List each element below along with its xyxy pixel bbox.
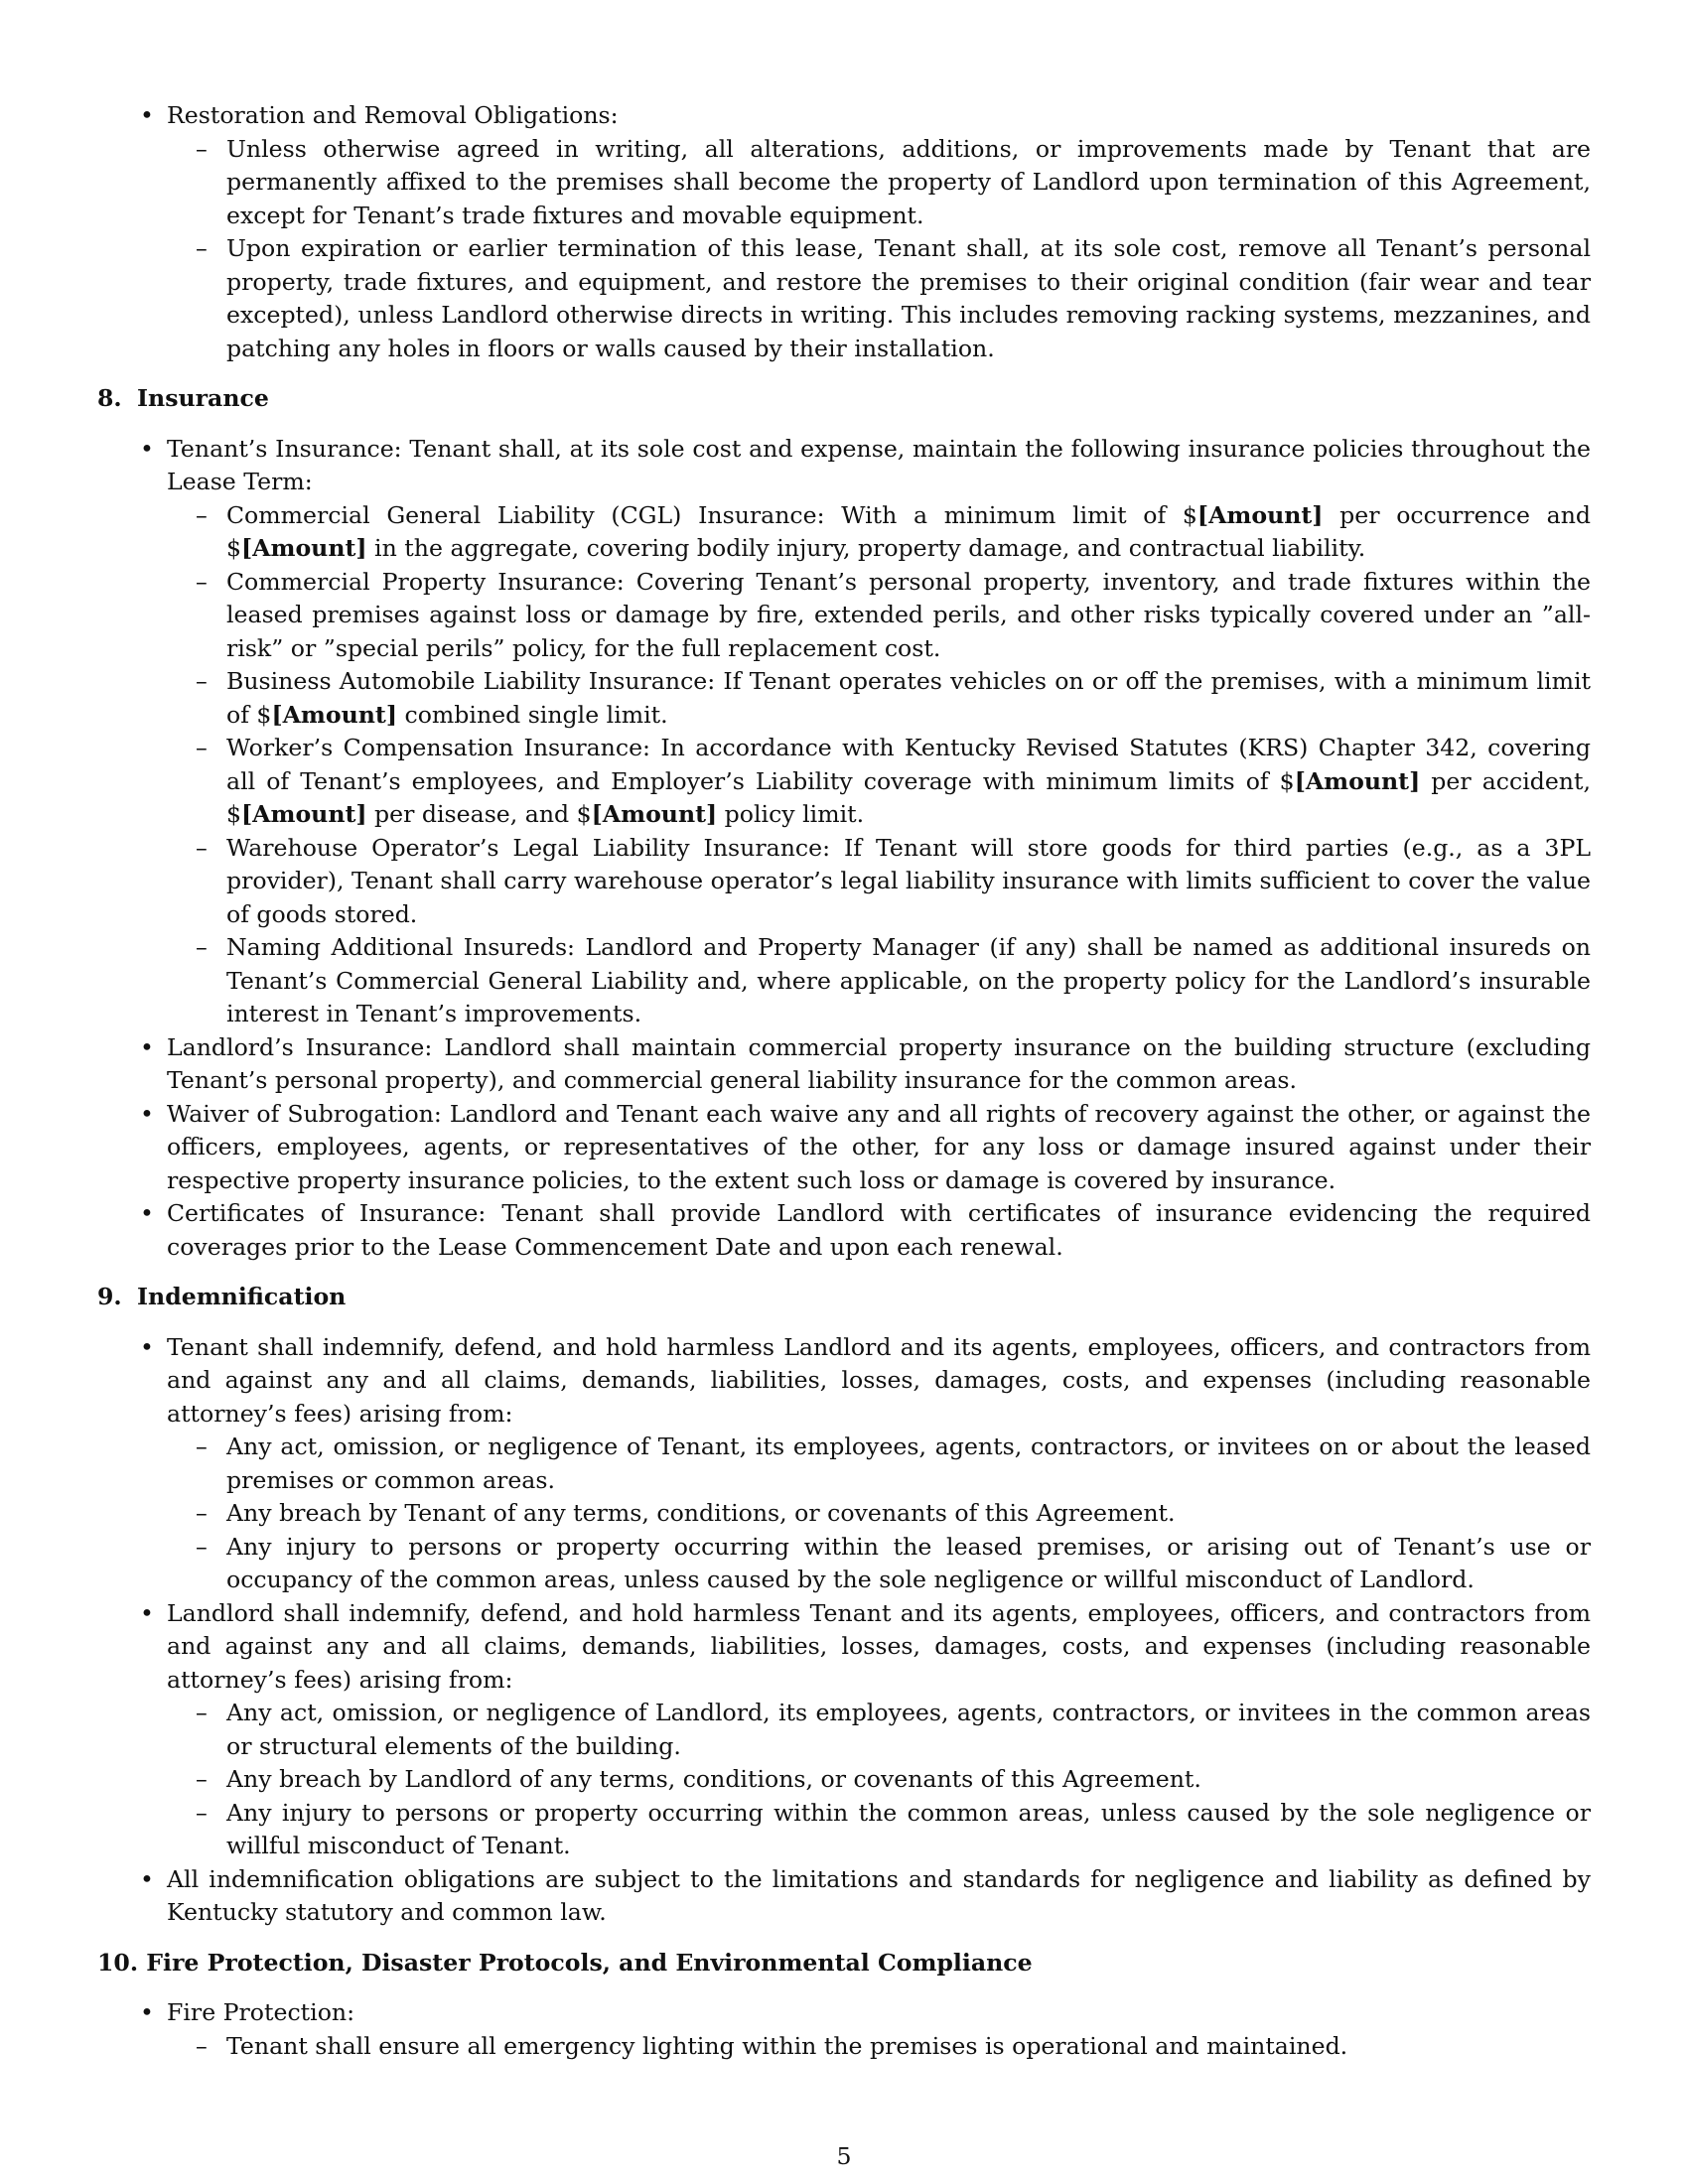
- indemnification-list: [97, 1331, 1591, 1930]
- fire-protection-sublist: [167, 2030, 1591, 2064]
- list-item: [140, 1098, 1591, 1198]
- list-item: [140, 1031, 1591, 1098]
- landlord-indemnity-item: Any act, omission, or negligence of Landlord, its employees, agents, contractors, or invitees in the common areas or structural elements of the building.: [226, 1699, 1591, 1760]
- landlord-indemnity-item: Any injury to persons or property occurring within the common areas, unless caused by the sole negligence or willful misconduct of Tenant.: [226, 1798, 1591, 1859]
- list-item: [140, 99, 1591, 365]
- page-content: [97, 99, 1591, 2063]
- auto-insurance-text: combined single limit.: [397, 700, 668, 729]
- landlord-indemnity-item: Any breach by Landlord of any terms, conditions, or covenants of this Agreement.: [226, 1765, 1201, 1793]
- section-heading-fire-protection: [97, 1947, 1591, 1980]
- workers-comp-text: Worker’s Compensation Insurance: In accordance with Kentucky Revised Statutes (KRS) Chapter 342, covering all of Tenant’s employees, and Employer’s Liability coverage with minimum limits of $: [226, 734, 1591, 795]
- section-number: 10.: [97, 1948, 139, 1977]
- list-item: [196, 931, 1591, 1031]
- restoration-label: Restoration and Removal Obligations:: [167, 101, 619, 129]
- list-item: [196, 1763, 1591, 1797]
- list-item: [196, 2030, 1591, 2064]
- waiver-text: Waiver of Subrogation: Landlord and Tenant each waive any and all rights of recovery against the other, or against the officers, employees, agents, or representatives of the other, for any loss or damage insured against under their respective property insurance policies, to the extent such loss or damage is covered by insurance.: [167, 1099, 1591, 1194]
- bullet-marker: •: [140, 1032, 154, 1061]
- cgl-text: in the aggregate, covering bodily injury, property damage, and contractual liability.: [366, 534, 1366, 562]
- workers-comp-text: policy limit.: [717, 800, 865, 828]
- list-item: [140, 1996, 1591, 2063]
- dash-marker: –: [196, 567, 208, 596]
- list-item: [140, 433, 1591, 1031]
- dash-marker: –: [196, 234, 208, 262]
- list-item: [196, 832, 1591, 932]
- list-item: [196, 1697, 1591, 1763]
- landlord-insurance-text: Landlord’s Insurance: Landlord shall maintain commercial property insurance on the building structure (excluding Tenant’s personal property), and commercial general liability insurance for the common areas.: [167, 1032, 1591, 1094]
- list-item: [196, 499, 1591, 566]
- dash-marker: –: [196, 734, 208, 761]
- list-item: [196, 1797, 1591, 1863]
- additional-insureds-text: Naming Additional Insureds: Landlord and Property Manager (if any) shall be named as additional insureds on Tenant’s Commercial General Liability and, where applicable, on the property policy for the Landlord’s insurable interest in Tenant’s improvements.: [226, 933, 1591, 1027]
- fire-protection-list: [97, 1996, 1591, 2063]
- property-insurance-text: Commercial Property Insurance: Covering Tenant’s personal property, inventory, and trade fixtures within the leased premises against loss or damage by fire, extended perils, and other risks typically covered under an ”all-risk” or ”special perils” policy, for the full replacement cost.: [226, 567, 1591, 662]
- tenant-indemnity-item: Any injury to persons or property occurring within the leased premises, or arising out of Tenant’s use or occupancy of the common areas, unless caused by the sole negligence or willful misconduct of Landlord.: [226, 1532, 1591, 1593]
- tenant-indemnity-item: Any breach by Tenant of any terms, conditions, or covenants of this Agreement.: [226, 1499, 1176, 1527]
- bullet-marker: •: [140, 101, 154, 129]
- section-title: Indemnification: [137, 1283, 347, 1310]
- section-number: 9.: [97, 1283, 122, 1310]
- bullet-marker: •: [140, 1332, 154, 1361]
- amount-placeholder: [Amount]: [241, 534, 367, 562]
- cgl-text: per occurrence and $: [226, 500, 1591, 562]
- dash-marker: –: [196, 1699, 208, 1726]
- workers-comp-text: per disease, and $: [366, 800, 592, 828]
- restoration-list: [97, 99, 1591, 365]
- page-number: 5: [836, 2142, 852, 2170]
- list-item: [196, 1431, 1591, 1497]
- list-item: [140, 1597, 1591, 1863]
- bullet-marker: •: [140, 434, 154, 463]
- section-heading-indemnification: [97, 1281, 1591, 1314]
- list-item: [196, 1497, 1591, 1531]
- dash-marker: –: [196, 833, 208, 862]
- list-item: [196, 566, 1591, 666]
- amount-placeholder: [Amount]: [1196, 500, 1324, 529]
- bullet-marker: •: [140, 1598, 154, 1627]
- fire-protection-item: Tenant shall ensure all emergency lighting within the premises is operational and maintained.: [226, 2031, 1348, 2060]
- tenant-insurance-text: Tenant’s Insurance: Tenant shall, at its sole cost and expense, maintain the following insurance policies throughout the Lease Term:: [167, 434, 1591, 495]
- list-item: [140, 1863, 1591, 1930]
- amount-placeholder: [Amount]: [591, 800, 718, 828]
- restoration-sublist: [167, 133, 1591, 366]
- bullet-marker: •: [140, 1998, 154, 2026]
- list-item: [140, 1331, 1591, 1597]
- bullet-marker: •: [140, 1864, 154, 1893]
- section-title: Insurance: [137, 384, 269, 412]
- dash-marker: –: [196, 2031, 208, 2060]
- tenant-indemnity-item: Any act, omission, or negligence of Tenant, its employees, agents, contractors, or invitees on or about the leased premises or common areas.: [226, 1433, 1591, 1494]
- list-item: [196, 1531, 1591, 1597]
- tenant-indemnity-sublist: [167, 1431, 1591, 1597]
- amount-placeholder: [Amount]: [1294, 766, 1421, 795]
- fire-protection-label: Fire Protection:: [167, 1998, 355, 2026]
- amount-placeholder: [Amount]: [271, 700, 397, 729]
- list-item: [196, 232, 1591, 365]
- section-title: Fire Protection, Disaster Protocols, and Environmental Compliance: [146, 1948, 1033, 1977]
- insurance-list: [97, 433, 1591, 1265]
- warehouse-insurance-text: Warehouse Operator’s Legal Liability Insurance: If Tenant will store goods for third parties (e.g., as a 3PL provider), Tenant shall carry warehouse operator’s legal liability insurance with limits sufficient to cover the value of goods stored.: [226, 833, 1591, 928]
- dash-marker: –: [196, 1499, 208, 1527]
- landlord-indemnity-text: Landlord shall indemnify, defend, and hold harmless Tenant and its agents, employees, officers, and contractors from and against any and all claims, demands, liabilities, losses, damages, costs, and expenses (including reasonable attorney’s fees) arising from:: [167, 1598, 1591, 1694]
- list-item: [196, 133, 1591, 233]
- indemnity-limitations-text: All indemnification obligations are subject to the limitations and standards for negligence and liability as defined by Kentucky statutory and common law.: [167, 1864, 1591, 1926]
- dash-marker: –: [196, 1765, 208, 1793]
- tenant-insurance-sublist: [167, 499, 1591, 1031]
- dash-marker: –: [196, 1798, 208, 1827]
- dash-marker: –: [196, 1532, 208, 1561]
- amount-placeholder: [Amount]: [241, 800, 367, 828]
- auto-insurance-text: Business Automobile Liability Insurance: If Tenant operates vehicles on or off the premises, with a minimum limit of $: [226, 667, 1591, 729]
- dash-marker: –: [196, 134, 208, 163]
- dash-marker: –: [196, 667, 208, 695]
- restoration-item: Unless otherwise agreed in writing, all alterations, additions, or improvements made by Tenant that are permanently affixed to the premises shall become the property of Landlord upon termination of this Agreement, except for Tenant’s trade fixtures and movable equipment.: [226, 134, 1591, 229]
- certificates-text: Certificates of Insurance: Tenant shall provide Landlord with certificates of insurance evidencing the required coverages prior to the Lease Commencement Date and upon each renewal.: [167, 1199, 1591, 1261]
- tenant-indemnity-text: Tenant shall indemnify, defend, and hold harmless Landlord and its agents, employees, officers, and contractors from and against any and all claims, demands, liabilities, losses, damages, costs, and expenses (including reasonable attorney’s fees) arising from:: [167, 1332, 1591, 1428]
- cgl-text: Commercial General Liability (CGL) Insurance: With a minimum limit of $: [226, 500, 1197, 529]
- section-heading-insurance: [97, 382, 1591, 416]
- workers-comp-text: per accident, $: [226, 766, 1591, 828]
- bullet-marker: •: [140, 1099, 154, 1128]
- list-item: [196, 665, 1591, 732]
- dash-marker: –: [196, 500, 208, 529]
- restoration-item: Upon expiration or earlier termination of this lease, Tenant shall, at its sole cost, remove all Tenant’s personal property, trade fixtures, and equipment, and restore the premises to their original condition (fair wear and tear excepted), unless Landlord otherwise directs in writing. This includes removing racking systems, mezzanines, and patching any holes in floors or walls caused by their installation.: [226, 234, 1591, 362]
- list-item: [140, 1197, 1591, 1264]
- dash-marker: –: [196, 933, 208, 961]
- landlord-indemnity-sublist: [167, 1697, 1591, 1863]
- dash-marker: –: [196, 1433, 208, 1460]
- bullet-marker: •: [140, 1199, 154, 1227]
- section-number: 8.: [97, 384, 122, 412]
- list-item: [196, 732, 1591, 832]
